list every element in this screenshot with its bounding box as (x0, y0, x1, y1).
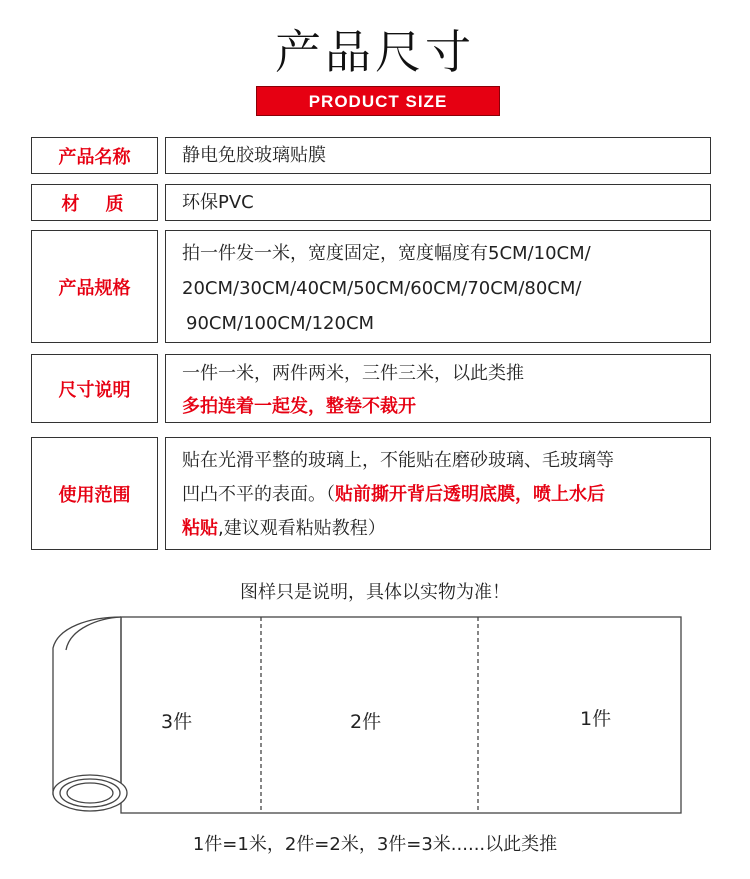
spec-line-2: 20CM/30CM/40CM/50CM/60CM/70CM/80CM/ (182, 278, 582, 299)
usage-line-2-red: 贴前撕开背后透明底膜，喷上水后 (335, 484, 605, 505)
segment-label-2: 2件 (350, 711, 382, 733)
value-material-text: 环保PVC (182, 192, 254, 213)
label-product-name-text: 产品名称 (58, 146, 131, 168)
usage-line-3-plain: ,建议观看粘贴教程） (218, 518, 386, 539)
usage-line-2-plain: 凹凸不平的表面。（ (182, 484, 335, 505)
usage-line-1: 贴在光滑平整的玻璃上，不能贴在磨砂玻璃、毛玻璃等 (182, 450, 614, 471)
roll-end-outer (53, 775, 127, 811)
label-material-text: 材 质 (61, 193, 128, 215)
page-title: 产品尺寸 (275, 25, 475, 79)
size-line-2: 多拍连着一起发，整卷不裁开 (182, 396, 416, 417)
segment-label-3: 3件 (161, 711, 193, 733)
footer-explanation: 1件=1米，2件=2米，3件=3米......以此类推 (192, 834, 558, 855)
product-size-banner: PRODUCT SIZE (256, 86, 500, 116)
value-product-name-text: 静电免胶玻璃贴膜 (182, 145, 326, 166)
illustration-note: 图样只是说明，具体以实物为准！ (240, 582, 510, 603)
label-spec-text: 产品规格 (58, 277, 131, 299)
spec-line-1: 拍一件发一米，宽度固定，宽度幅度有5CM/10CM/ (182, 243, 591, 264)
size-line-1: 一件一米，两件两米，三件三米，以此类推 (182, 363, 524, 384)
segment-label-1: 1件 (580, 708, 612, 730)
usage-line-3-red: 粘贴 (182, 518, 218, 539)
label-usage-text: 使用范围 (58, 484, 131, 506)
spec-line-3: 90CM/100CM/120CM (186, 313, 375, 334)
roll-body (53, 617, 121, 795)
label-size-note-text: 尺寸说明 (58, 379, 131, 401)
